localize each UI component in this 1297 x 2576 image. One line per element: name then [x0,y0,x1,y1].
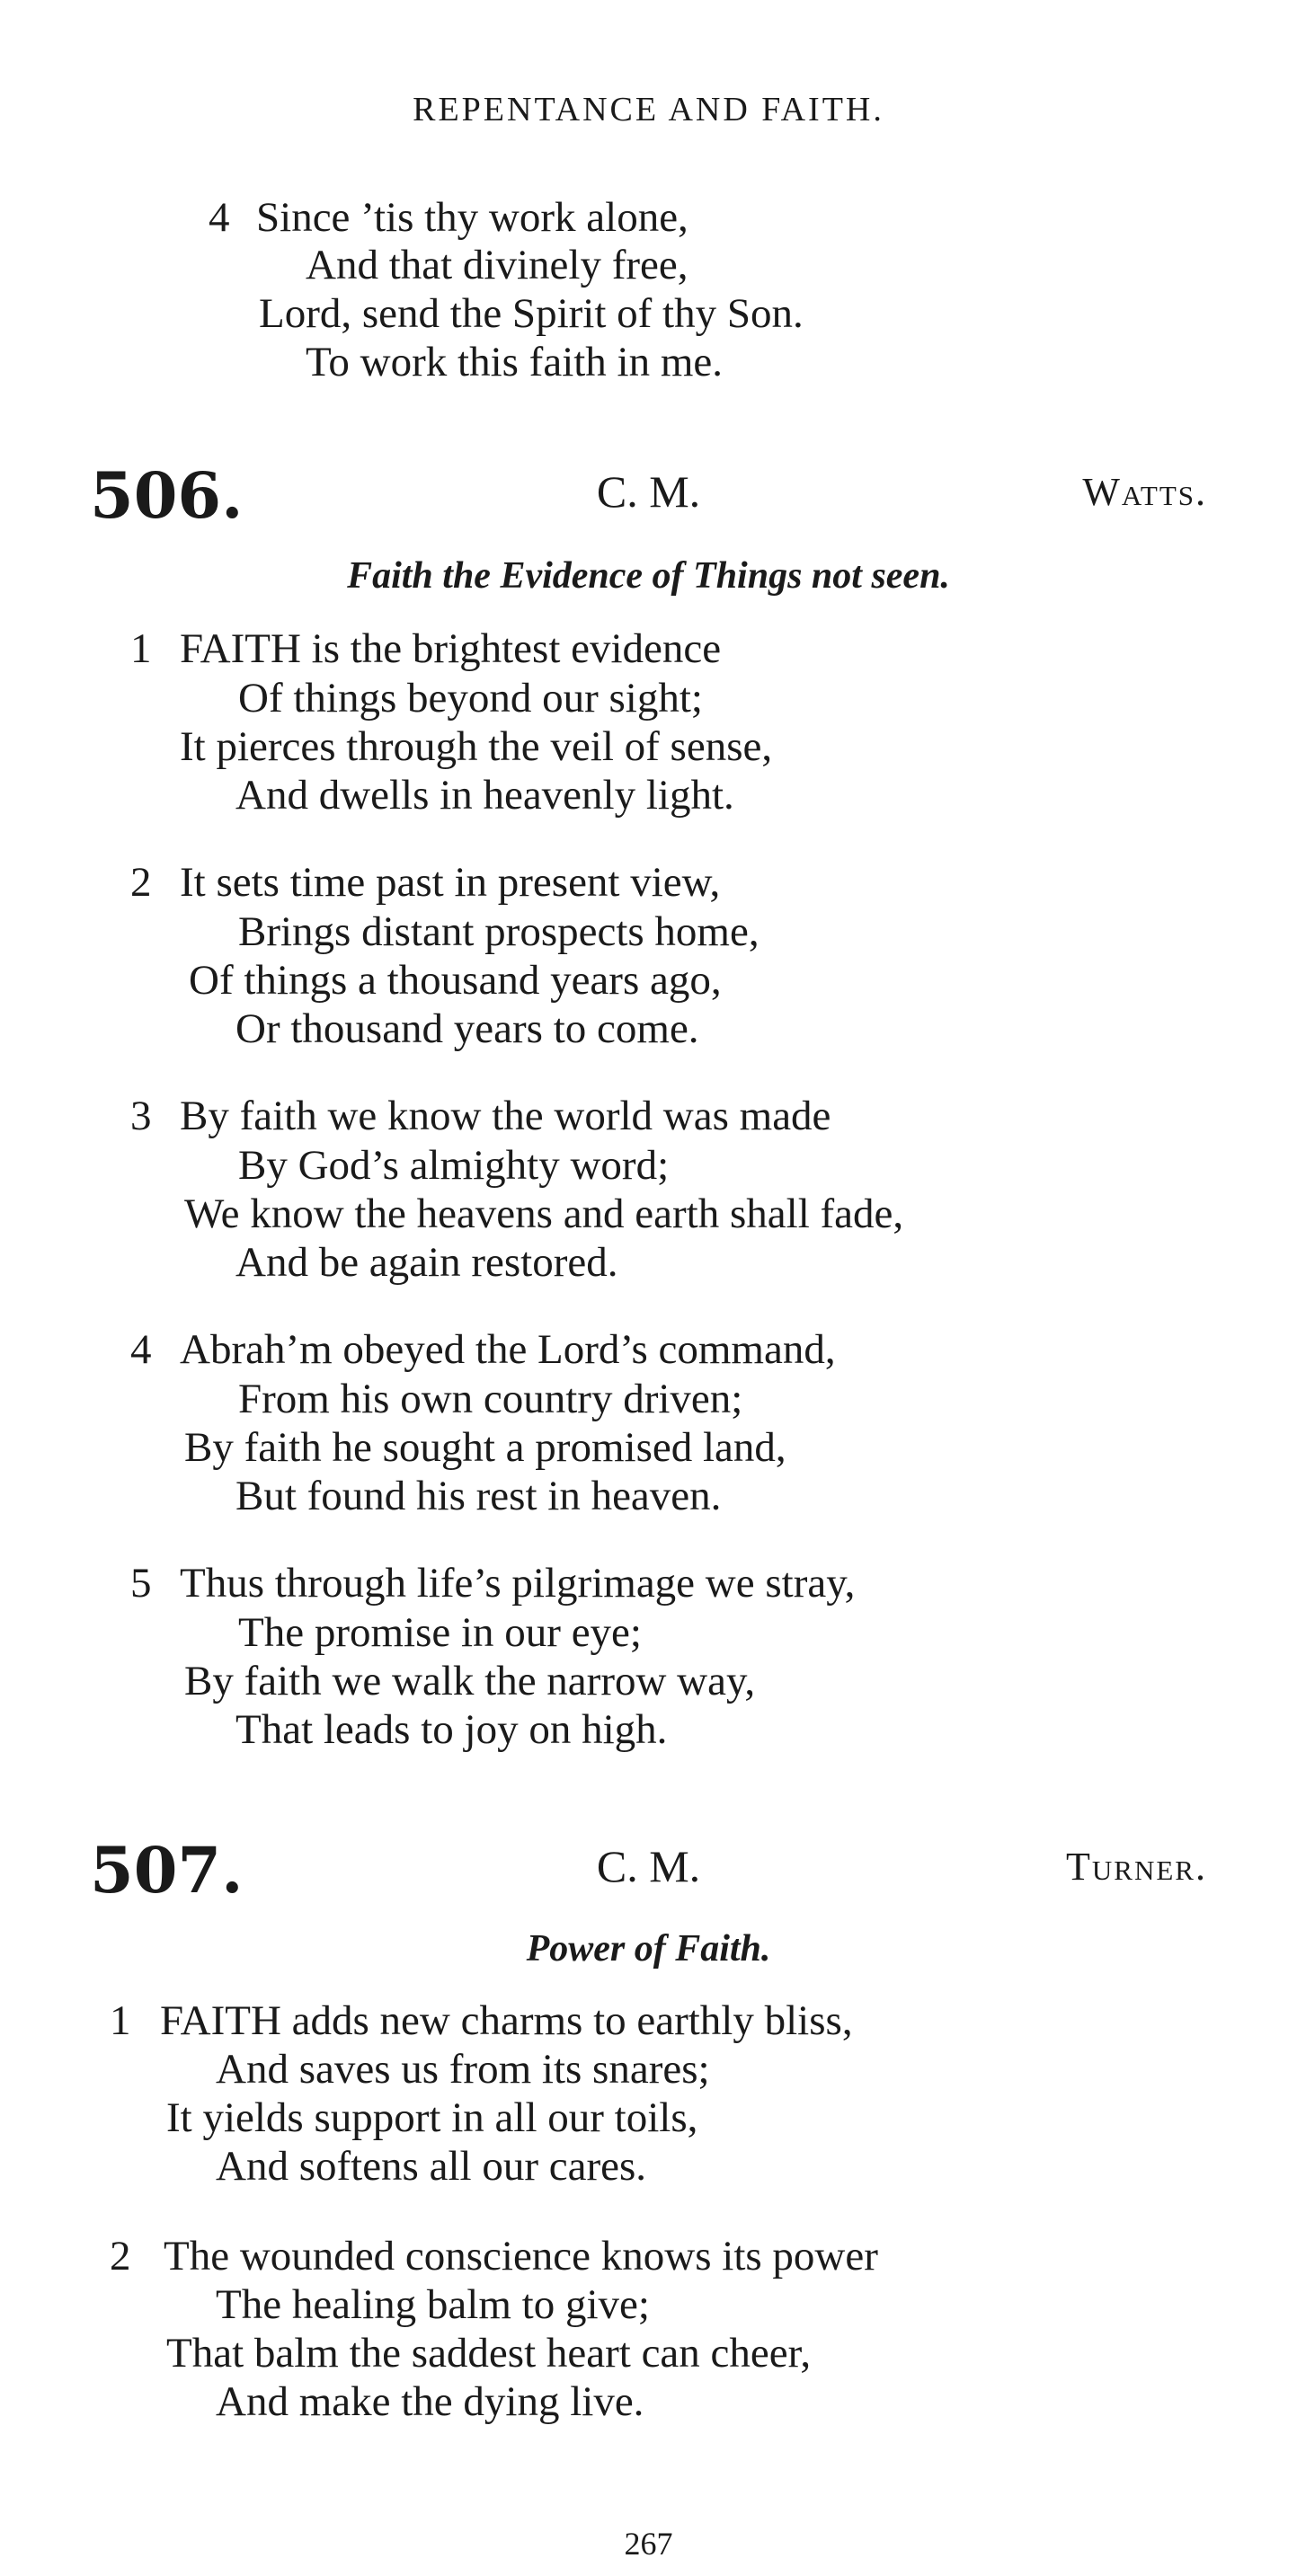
stanza-number: 4 [209,194,230,241]
stanza-number: 1 [130,625,152,672]
verse-line: And be again restored. [235,1239,618,1286]
verse-line: By faith we walk the narrow way, [184,1658,756,1704]
verse-line: FAITH adds new charms to earthly bliss, [160,1997,853,2044]
hymn-author: Watts. [1082,470,1207,514]
hymn-number: 506. [90,458,244,533]
hymn-506-title: Faith the Evidence of Things not seen. [347,555,950,597]
verse-line: The wounded conscience knows its power [164,2233,878,2279]
verse-line: Or thousand years to come. [235,1005,699,1052]
verse-line: Abrah’m obeyed the Lord’s command, [180,1326,836,1373]
verse-line: By faith we know the world was made [180,1093,831,1139]
hymn-506-heading [0,458,1297,533]
verse-line: Since ’tis thy work alone, [256,194,688,241]
verse-line: Of things a thousand years ago, [189,957,722,1004]
verse-line: Brings distant prospects home, [238,908,760,955]
verse-line: But found his rest in heaven. [235,1473,722,1519]
verse-line: It sets time past in present view, [180,859,721,906]
stanza-number: 1 [110,1997,131,2044]
running-head: REPENTANCE AND FAITH. [413,91,884,128]
page-number: 267 [624,2526,673,2562]
verse-line: Thus through life’s pilgrimage we stray, [180,1560,856,1607]
verse-line: Lord, send the Spirit of thy Son. [259,290,804,337]
verse-line: FAITH is the brightest evidence [180,625,722,672]
verse-line: From his own country driven; [238,1376,743,1422]
verse-line: That balm the saddest heart can cheer, [166,2330,812,2377]
stanza-number: 5 [130,1560,152,1607]
stanza-number: 2 [110,2233,131,2279]
verse-line: The healing balm to give; [216,2281,650,2328]
hymn-author: Turner. [1066,1845,1207,1889]
verse-line: By God’s almighty word; [238,1142,670,1189]
verse-line: We know the heavens and earth shall fade, [184,1191,904,1237]
verse-line: To work this faith in me. [306,339,724,385]
hymn-meter: C. M. [596,466,701,517]
stanza-number: 3 [130,1093,152,1139]
stanza-number: 2 [130,859,152,906]
verse-line: It yields support in all our toils, [166,2094,698,2141]
verse-line: That leads to joy on high. [235,1706,668,1753]
hymn-meter: C. M. [596,1841,701,1891]
verse-line: And dwells in heavenly light. [235,772,734,819]
verse-line: It pierces through the veil of sense, [180,723,773,770]
verse-line: And softens all our cares. [216,2143,646,2190]
verse-line: And that divinely free, [306,242,688,288]
hymn-507-title: Power of Faith. [526,1928,771,1970]
verse-line: By faith he sought a promised land, [184,1424,786,1471]
verse-line: And saves us from its snares; [216,2046,710,2093]
verse-line: Of things beyond our sight; [238,675,703,721]
verse-line: And make the dying live. [216,2378,644,2425]
verse-line: The promise in our eye; [238,1609,642,1656]
hymn-507-heading [0,1833,1297,1908]
stanza-number: 4 [130,1326,152,1373]
hymn-number: 507. [90,1833,244,1908]
